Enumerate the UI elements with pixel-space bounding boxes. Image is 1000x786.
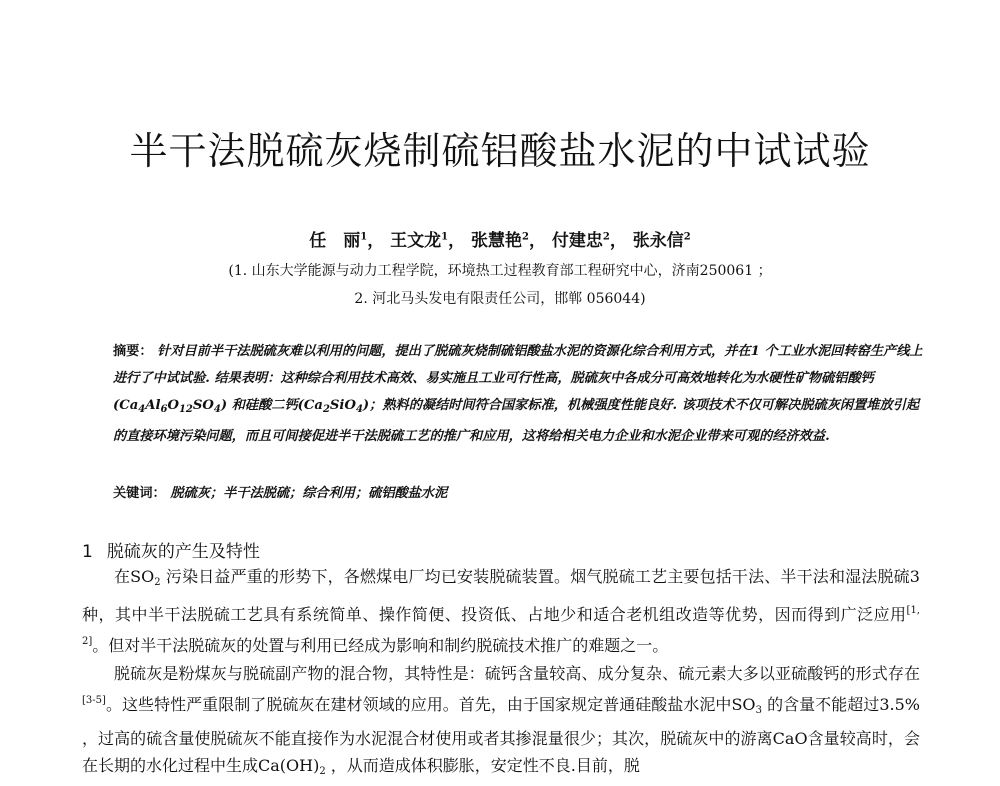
author-name: 张慧艳 [471,231,523,251]
author-list [0,226,1000,251]
body-text: 污染日益严重的形势下，各燃煤电厂均已安装脱硫装置。烟气脱硫工艺主要包括干法、半干法和湿法脱硫3种，其中半干法脱硫工艺具有系统简单、操作简便、投资低、占地少和适合老机组改造等优势，因而得到广泛应用 [82,567,920,624]
formula-subscript: 6 [160,404,168,415]
author-separator: ， [609,231,627,251]
body-text: 在SO [114,567,155,586]
formula-text: O [167,398,179,413]
section-title: 脱硫灰的产生及特性 [106,542,260,562]
body-text: 脱硫灰是粉煤灰与脱硫副产物的混合物，其特性是：硫钙含量较高、成分复杂、硫元素大多以亚硫酸钙的形式存在 [114,663,920,683]
author-separator: ， [448,231,466,251]
formula-subscript: 4 [213,404,221,415]
formula-subscript: 4 [138,404,146,415]
formula-subscript: 3 [755,705,762,716]
formula-text: Al [145,398,161,413]
paper-title: 半干法脱硫灰烧制硫铝酸盐水泥的中试试验 [129,129,871,173]
keywords-label: 关键词： [113,486,166,501]
author-separator: ， [367,231,385,251]
author-name: 付建忠 [551,231,603,251]
author-separator: ， [528,231,546,251]
abstract-label: 摘要： [113,344,153,359]
section-body [82,563,920,786]
author-name: 王文龙 [390,231,442,251]
affiliation-mark: 2 [522,231,529,243]
body-text: 的含量不能超过3.5% ，过高的硫含量使脱硫灰不能直接作为水泥混合材使用或者其掺混量很少；其次，脱硫灰中的游离CaO含量较高时，会在长期的水化过程中生成Ca(OH) [82,695,920,775]
section-heading [82,537,260,562]
body-text: 。这些特性严重限制了脱硫灰在建材领域的应用。首先，由于国家规定普通硅酸盐水泥中SO [105,695,756,714]
affiliation-line-2: 2. 河北马头发电有限责任公司，邯郸 056044) [354,291,646,307]
abstract-text: ) 和硅酸二钙(Ca [220,398,323,413]
formula-text: SO [192,398,214,413]
affiliation-mark: 1 [360,231,368,243]
formula-subscript: 2 [319,766,326,777]
formula-subscript: 2 [154,577,161,588]
formula-subscript: 4 [355,404,363,415]
body-paragraph [82,563,920,660]
formula-subscript: 12 [178,404,193,415]
citation-ref: [1, 2] [82,604,920,647]
affiliation-mark: 2 [683,231,691,243]
section-number: 1 [82,542,93,562]
citation-ref: [3-5] [82,695,106,706]
affiliation-mark: 2 [602,231,610,243]
formula-subscript: 2 [322,404,330,415]
affiliation-line-1: (1. 山东大学能源与动力工程学院，环境热工过程教育部工程研究中心，济南250061 ； [228,263,772,279]
abstract-text: 针对目前半干法脱硫灰难以利用的问题，提出了脱硫灰烧制硫铝酸盐水泥的资源化综合利用方式，并在1 个工业水泥回转窑生产线上进行了中试试验. 结果表明：这种综合利用技术高效、易实施且工业可行性高，脱硫灰中各成分可高效地转化为水硬性矿物硫铝酸钙(Ca [113,344,923,413]
body-text: ，从而造成体积膨胀，安定性不良.目前，脱 [325,756,640,775]
author-name: 任 丽 [309,231,361,251]
affiliation-mark: 1 [441,231,449,243]
body-paragraph [82,660,920,786]
keywords-text: 脱硫灰；半干法脱硫；综合利用；硫铝酸盐水泥 [170,486,448,501]
keywords [113,482,925,501]
author-name: 张永信 [632,231,684,251]
abstract-text: )；熟料的凝结时间符合国家标准，机械强度性能良好. 该项技术不仅可解决脱硫灰闲置堆放引起的直接环境污染问题，而且可间接促进半干法脱硫工艺的推广和应用，这将给相关电力企业和水泥企业带来可观的经济效益. [113,398,920,444]
body-text: 。但对半干法脱硫灰的处置与利用已经成为影响和制约脱硫技术推广的难题之一。 [92,636,669,655]
formula-text: SiO [329,398,356,413]
abstract [113,338,925,450]
